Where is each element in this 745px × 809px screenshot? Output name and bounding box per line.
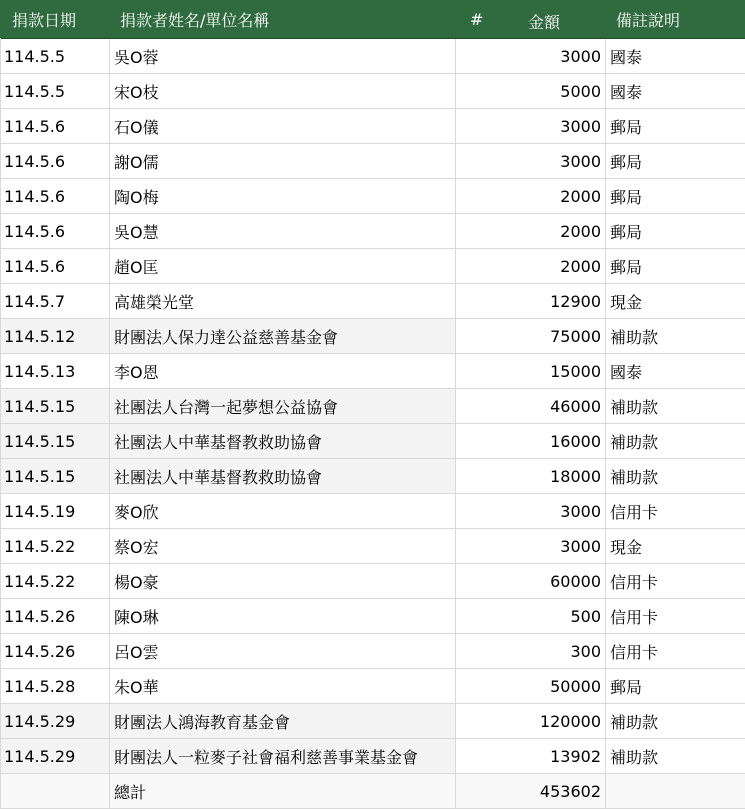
row-name: 財團法人一粒麥子社會福利慈善事業基金會 [110,739,456,773]
table-row [0,319,745,354]
row-amount: 15000 [456,354,606,388]
table-row [0,564,745,599]
row-date: 114.5.6 [0,144,110,178]
row-name: 陶O梅 [110,179,456,213]
row-date: 114.5.22 [0,564,110,598]
row-date: 114.5.5 [0,74,110,108]
header-name: 捐款者姓名/單位名稱 [120,10,270,30]
row-name: 吳O蓉 [110,39,456,73]
row-name: 社團法人台灣一起夢想公益協會 [110,389,456,423]
row-name: 楊O豪 [110,564,456,598]
row-name: 呂O雲 [110,634,456,668]
row-name: 麥O欣 [110,494,456,528]
table-row [0,494,745,529]
row-amount: 300 [456,634,606,668]
row-note: 信用卡 [610,642,659,662]
table-row [0,284,745,319]
table-row [0,214,745,249]
row-note: 補助款 [606,704,745,738]
row-note: 國泰 [610,82,643,102]
table-row [0,739,745,774]
row-note: 現金 [610,537,643,557]
row-date: 114.5.29 [0,704,110,738]
row-note: 信用卡 [610,572,659,592]
table-row [0,354,745,389]
table-row [0,39,745,74]
table-row [0,74,745,109]
row-date: 114.5.6 [0,249,110,283]
row-date: 114.5.22 [0,529,110,563]
row-amount: 3000 [456,529,606,563]
row-name: 財團法人鴻海教育基金會 [110,704,456,738]
row-amount: 3000 [456,144,606,178]
row-amount: 3000 [456,39,606,73]
row-amount: 60000 [456,564,606,598]
table-row [0,249,745,284]
row-date: 114.5.12 [0,319,110,353]
row-amount: 12900 [456,284,606,318]
table-row [0,179,745,214]
row-date: 114.5.6 [0,109,110,143]
row-amount: 3000 [456,494,606,528]
row-note: 郵局 [610,222,643,242]
header-amount: 金額 [528,13,561,32]
row-note: 郵局 [610,117,643,137]
row-note: 補助款 [606,459,745,493]
table-row [0,109,745,144]
row-amount: 2000 [456,179,606,213]
table-header [0,0,745,39]
row-date: 114.5.26 [0,634,110,668]
row-name: 社團法人中華基督教救助協會 [110,424,456,458]
row-note: 郵局 [610,677,643,697]
row-note: 補助款 [606,739,745,773]
header-amount-cell [456,0,606,38]
row-note: 信用卡 [610,502,659,522]
row-date: 114.5.28 [0,669,110,703]
row-name: 吳O慧 [110,214,456,248]
header-hash: # [470,10,484,29]
total-amount: 453602 [456,774,606,808]
row-note: 現金 [610,292,643,312]
table-row [0,529,745,564]
row-name: 趙O匡 [110,249,456,283]
row-name: 宋O枝 [110,74,456,108]
row-date: 114.5.15 [0,424,110,458]
row-amount: 50000 [456,669,606,703]
row-note: 郵局 [610,187,643,207]
row-name: 李O恩 [110,354,456,388]
row-name: 謝O儒 [110,144,456,178]
table-row [0,144,745,179]
total-date-cell [0,774,110,808]
table-row [0,389,745,424]
table-row [0,669,745,704]
row-amount: 16000 [456,424,606,458]
row-note: 郵局 [610,152,643,172]
row-note: 補助款 [606,319,745,353]
left-border [0,38,1,809]
row-name: 財團法人保力達公益慈善基金會 [110,319,456,353]
row-name: 社團法人中華基督教救助協會 [110,459,456,493]
row-date: 114.5.13 [0,354,110,388]
table-row [0,704,745,739]
row-name: 石O儀 [110,109,456,143]
table-row [0,424,745,459]
total-note-cell [606,774,745,808]
row-note: 補助款 [606,389,745,423]
row-amount: 13902 [456,739,606,773]
row-amount: 500 [456,599,606,633]
row-amount: 75000 [456,319,606,353]
row-name: 高雄榮光堂 [110,284,456,318]
row-amount: 120000 [456,704,606,738]
row-name: 朱O華 [110,669,456,703]
header-date: 捐款日期 [12,10,77,30]
row-name: 蔡O宏 [110,529,456,563]
row-note: 信用卡 [610,607,659,627]
row-date: 114.5.29 [0,739,110,773]
row-name: 陳O琳 [110,599,456,633]
row-note: 補助款 [606,424,745,458]
row-amount: 18000 [456,459,606,493]
row-date: 114.5.6 [0,179,110,213]
header-note: 備註說明 [616,10,681,30]
row-amount: 2000 [456,214,606,248]
row-amount: 5000 [456,74,606,108]
table-row [0,599,745,634]
row-date: 114.5.19 [0,494,110,528]
row-date: 114.5.15 [0,459,110,493]
total-label: 總計 [110,774,456,808]
row-note: 國泰 [610,47,643,67]
table-row [0,634,745,669]
table-row [0,459,745,494]
row-date: 114.5.5 [0,39,110,73]
row-date: 114.5.7 [0,284,110,318]
row-date: 114.5.26 [0,599,110,633]
row-amount: 3000 [456,109,606,143]
row-date: 114.5.15 [0,389,110,423]
row-date: 114.5.6 [0,214,110,248]
row-amount: 2000 [456,249,606,283]
row-amount: 46000 [456,389,606,423]
row-note: 國泰 [610,362,643,382]
table-body [0,39,745,774]
row-note: 郵局 [610,257,643,277]
